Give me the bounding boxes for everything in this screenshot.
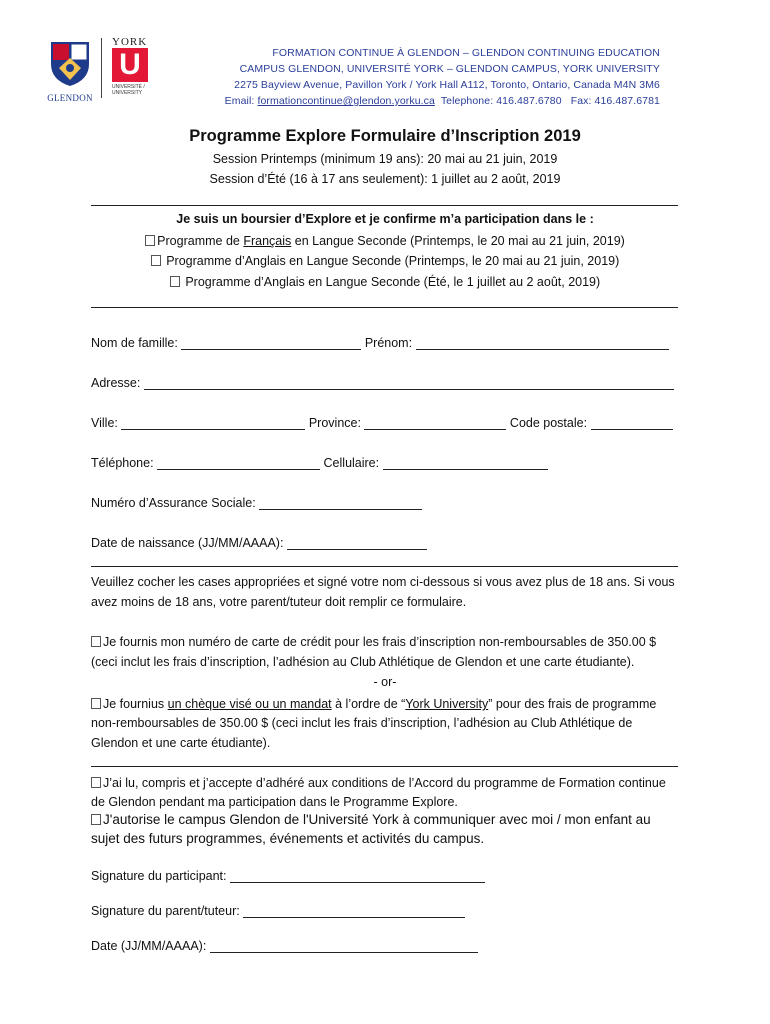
boursier-heading: Je suis un boursier d’Explore et je confirme m’a participation dans le : bbox=[176, 212, 594, 226]
telephone-field[interactable] bbox=[157, 458, 320, 470]
option-english-spring bbox=[0, 254, 770, 268]
row-names bbox=[91, 336, 669, 350]
header-line-3: 2275 Bayview Avenue, Pavillon York / York Hall A112, Toronto, Ontario, Canada M4N 3M6 bbox=[234, 79, 660, 91]
session-spring: Session Printemps (minimum 19 ans): 20 mai au 21 juin, 2019 bbox=[212, 152, 558, 166]
row-signature-date bbox=[91, 939, 478, 953]
email-label: Email: bbox=[224, 95, 255, 107]
option-french-underlined: Français bbox=[243, 234, 292, 248]
payment-cheque-line-3: Glendon et une carte étudiante). bbox=[91, 736, 271, 750]
option-english-summer bbox=[0, 275, 770, 289]
prenom-field[interactable] bbox=[416, 338, 669, 350]
header-line-4 bbox=[160, 95, 660, 107]
agreement-2-line-2: sujet des futurs programmes, événements et activités du campus. bbox=[91, 831, 485, 846]
signature-date-label: Date (JJ/MM/AAAA): bbox=[91, 939, 207, 953]
row-phones bbox=[91, 456, 548, 470]
payment-credit-line-2: (ceci inclut les frais d’inscription, l’adhésion au Club Athlétique de Glendon et une carte étudiante). bbox=[91, 655, 635, 669]
row-signature-participant bbox=[91, 869, 485, 883]
option-english-summer-label: Programme d’Anglais en Langue Seconde (Été, le 1 juillet au 2 août, 2019) bbox=[185, 275, 601, 289]
telephone-label: Téléphone: bbox=[91, 456, 154, 470]
cheque-underlined: un chèque visé ou un mandat bbox=[167, 697, 332, 711]
province-field[interactable] bbox=[364, 418, 506, 430]
payment-cheque-line-2: non-remboursables de 350.00 $ (ceci inclut les frais d’inscription, l’adhésion au Club Athlétique de bbox=[91, 716, 633, 730]
logo-divider bbox=[101, 38, 102, 98]
option-french-dates: en Langue Seconde (Printemps, le 20 mai au 21 juin, 2019) bbox=[291, 234, 625, 248]
checkbox-english-spring[interactable] bbox=[151, 255, 161, 266]
option-french-label: Programme de bbox=[157, 234, 244, 248]
york-logo-subtext: UNIVERSITÉ / UNIVERSITY bbox=[112, 84, 145, 96]
signature-parent-label: Signature du parent/tuteur: bbox=[91, 904, 240, 918]
prenom-label: Prénom: bbox=[364, 336, 413, 350]
option-french bbox=[0, 234, 770, 248]
cheque-post: ” pour des frais de programme bbox=[488, 697, 657, 711]
adresse-field[interactable] bbox=[144, 378, 674, 390]
instructions-line-2: avez moins de 18 ans, votre parent/tuteur doit remplir ce formulaire. bbox=[91, 595, 467, 609]
cheque-mid: à l’ordre de “ bbox=[331, 697, 406, 711]
signature-parent-field[interactable] bbox=[243, 906, 465, 918]
nas-label: Numéro d’Assurance Sociale: bbox=[91, 496, 256, 510]
row-nas bbox=[91, 496, 422, 510]
or-text: - or- bbox=[373, 675, 397, 689]
naissance-label: Date de naissance (JJ/MM/AAAA): bbox=[91, 536, 284, 550]
york-logo bbox=[112, 36, 152, 100]
row-city bbox=[91, 416, 673, 430]
code-label: Code postale: bbox=[509, 416, 588, 430]
checkbox-english-summer[interactable] bbox=[170, 276, 180, 287]
payment-credit-label: Je fournis mon numéro de carte de crédit pour les frais d’inscription non-remboursables de 350.00 $ bbox=[103, 635, 657, 649]
header-line-1: FORMATION CONTINUE À GLENDON – GLENDON CONTINUING EDUCATION bbox=[272, 47, 660, 59]
signature-participant-field[interactable] bbox=[230, 871, 485, 883]
row-adresse bbox=[91, 376, 674, 390]
checkbox-communication[interactable] bbox=[91, 814, 101, 825]
instructions-line-1: Veuillez cocher les cases appropriées et signé votre nom ci-dessous si vous avez plus de 18 ans. Si vous bbox=[91, 575, 675, 589]
email-link[interactable]: formationcontinue@glendon.yorku.ca bbox=[257, 95, 435, 107]
york-u-mark: U bbox=[112, 48, 148, 82]
code-field[interactable] bbox=[591, 418, 673, 430]
payment-credit bbox=[91, 635, 656, 649]
row-naissance bbox=[91, 536, 427, 550]
checkbox-credit[interactable] bbox=[91, 636, 101, 647]
fax-text: Fax: 416.487.6781 bbox=[570, 95, 660, 107]
agreement-1-line-2: de Glendon pendant ma participation dans le Programme Explore. bbox=[91, 795, 458, 809]
cheque-label: Je fournius bbox=[103, 697, 168, 711]
york-logo-text: YORK bbox=[112, 36, 148, 48]
row-signature-parent bbox=[91, 904, 465, 918]
agreement-1 bbox=[91, 776, 666, 790]
separator bbox=[91, 307, 678, 308]
nom-label: Nom de famille: bbox=[91, 336, 178, 350]
naissance-field[interactable] bbox=[287, 538, 427, 550]
glendon-logo-text: GLENDON bbox=[47, 93, 93, 103]
agreement-2-label: J'autorise le campus Glendon de l'Université York à communiquer avec moi / mon enfant au bbox=[103, 812, 651, 827]
separator bbox=[91, 205, 678, 206]
checkbox-agreement[interactable] bbox=[91, 777, 101, 788]
nom-field[interactable] bbox=[181, 338, 361, 350]
separator bbox=[91, 766, 678, 767]
checkbox-cheque[interactable] bbox=[91, 698, 101, 709]
signature-participant-label: Signature du participant: bbox=[91, 869, 227, 883]
agreement-1-label: J’ai lu, compris et j’accepte d’adhéré aux conditions de l’Accord du programme de Formation continue bbox=[103, 776, 666, 790]
ville-label: Ville: bbox=[91, 416, 118, 430]
adresse-label: Adresse: bbox=[91, 376, 141, 390]
signature-date-field[interactable] bbox=[210, 941, 478, 953]
cellulaire-field[interactable] bbox=[383, 458, 548, 470]
cellulaire-label: Cellulaire: bbox=[323, 456, 380, 470]
glendon-crest-icon bbox=[45, 38, 95, 88]
province-label: Province: bbox=[308, 416, 361, 430]
checkbox-french[interactable] bbox=[145, 235, 155, 246]
separator bbox=[91, 566, 678, 567]
form-title: Programme Explore Formulaire d’Inscription 2019 bbox=[189, 127, 581, 145]
option-english-spring-label: Programme d’Anglais en Langue Seconde (Printemps, le 20 mai au 21 juin, 2019) bbox=[166, 254, 620, 268]
payment-cheque bbox=[91, 697, 656, 711]
header-line-2: CAMPUS GLENDON, UNIVERSITÉ YORK – GLENDON CAMPUS, YORK UNIVERSITY bbox=[239, 63, 660, 75]
agreement-2 bbox=[91, 812, 651, 827]
glendon-logo bbox=[45, 38, 95, 103]
ville-field[interactable] bbox=[121, 418, 305, 430]
cheque-payee: York University bbox=[405, 697, 489, 711]
session-summer: Session d’Été (16 à 17 ans seulement): 1 juillet au 2 août, 2019 bbox=[209, 172, 561, 186]
nas-field[interactable] bbox=[259, 498, 422, 510]
phone-text: Telephone: 416.487.6780 bbox=[440, 95, 562, 107]
